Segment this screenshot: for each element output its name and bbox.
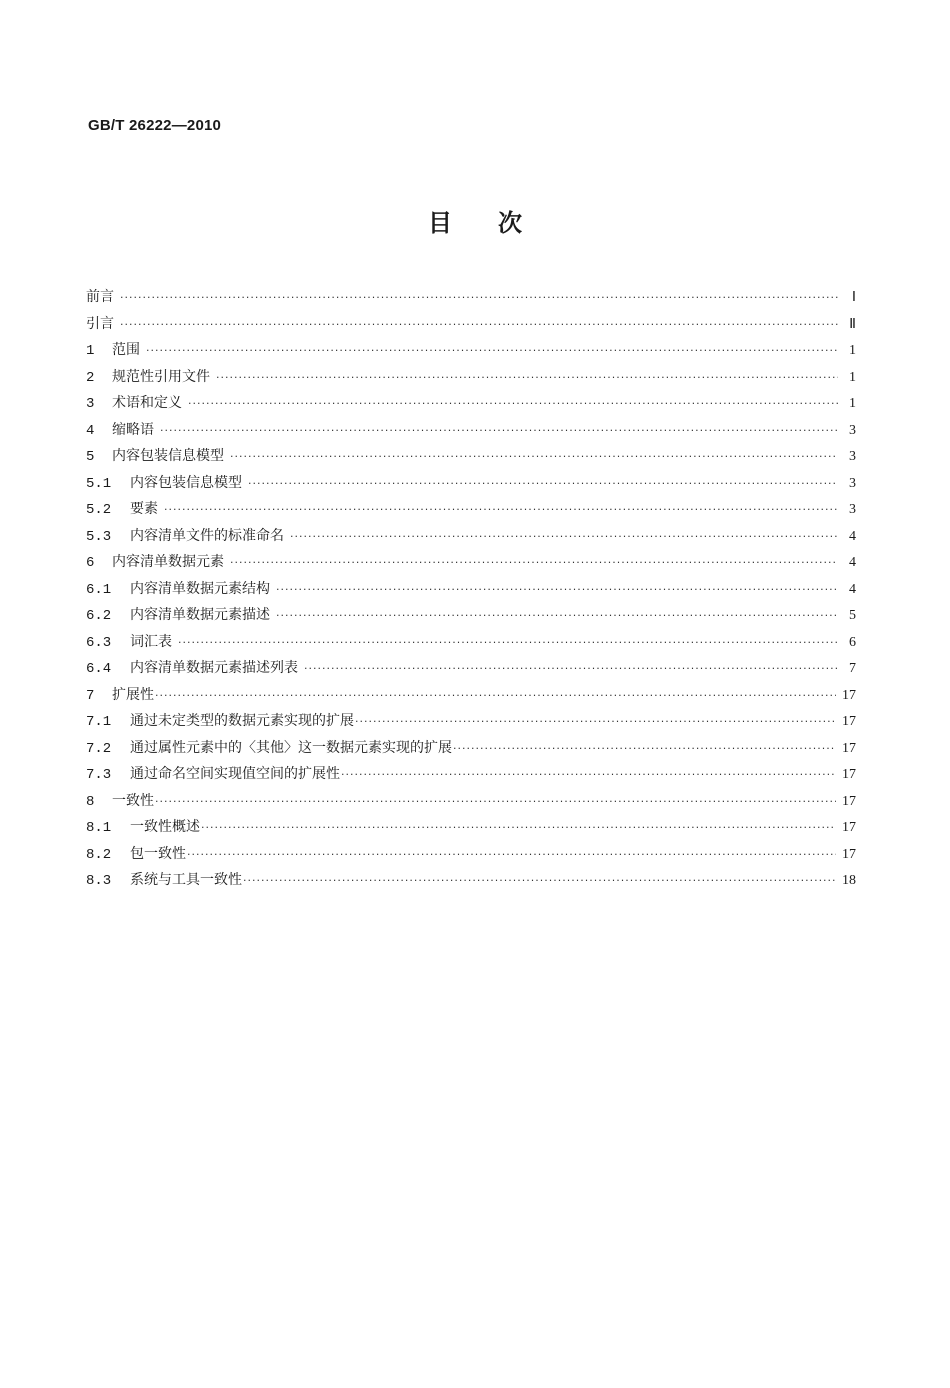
toc-entry-page-number: 1	[849, 396, 856, 411]
toc-entry[interactable]	[86, 710, 856, 737]
toc-entry-number: 5.3	[86, 528, 112, 545]
toc-entry-page-number: 3	[849, 502, 856, 517]
toc-entry[interactable]	[86, 366, 856, 393]
toc-entry-label: 内容包装信息模型	[130, 474, 242, 491]
toc-entry-number: 6.2	[86, 608, 112, 624]
toc-entry-label: 内容清单文件的标准命名	[130, 527, 284, 544]
toc-entry-label: 内容包装信息模型	[112, 448, 224, 464]
toc-entry[interactable]	[86, 498, 856, 525]
toc-entry-label: 术语和定义	[112, 395, 182, 411]
toc-entry-page-number: 17	[842, 820, 856, 835]
toc-dot-leader	[276, 583, 838, 596]
toc-entry-label: 系统与工具一致性	[130, 872, 242, 888]
toc-entry-label: 内容清单数据元素描述列表	[130, 660, 298, 676]
toc-entry-page-number: 4	[849, 581, 856, 597]
toc-dot-leader	[341, 768, 836, 781]
toc-entry-number: 8	[86, 793, 95, 810]
toc-entry[interactable]	[86, 472, 856, 499]
toc-dot-leader	[187, 848, 836, 861]
toc-entry-page-number: 17	[842, 846, 856, 862]
toc-entry-page-number: 17	[842, 740, 856, 756]
toc-entry-label: 要素	[130, 501, 158, 517]
toc-dot-leader	[453, 742, 836, 755]
toc-entry-number: 5.1	[86, 475, 112, 492]
standard-number: GB/T 26222—2010	[88, 117, 222, 134]
toc-entry-label: 通过属性元素中的〈其他〉这一数据元素实现的扩展	[130, 739, 452, 756]
toc-dot-leader	[120, 318, 838, 331]
toc-entry-label: 内容清单数据元素结构	[130, 580, 270, 597]
toc-entry-label: 词汇表	[130, 633, 172, 650]
toc-entry-page-number: 6	[849, 634, 856, 650]
toc-entry-page-number: 17	[842, 767, 856, 782]
toc-entry[interactable]	[86, 392, 856, 419]
toc-dot-leader	[164, 503, 838, 516]
toc-entry[interactable]	[86, 604, 856, 631]
toc-dot-leader	[230, 556, 838, 569]
toc-entry-page-number: 4	[849, 528, 856, 544]
toc-entry-number: 7.2	[86, 740, 112, 757]
toc-entry-number: 7	[86, 687, 95, 704]
toc-entry[interactable]	[86, 790, 856, 817]
toc-dot-leader	[188, 397, 838, 410]
toc-entry[interactable]	[86, 445, 856, 472]
toc-entry-label: 一致性	[112, 792, 154, 809]
toc-dot-leader	[201, 821, 836, 834]
toc-entry[interactable]	[86, 525, 856, 552]
toc-entry-label: 规范性引用文件	[112, 368, 210, 385]
toc-dot-leader	[155, 795, 836, 808]
toc-entry-number: 4	[86, 422, 95, 439]
toc-entry-label: 通过命名空间实现值空间的扩展性	[130, 766, 340, 782]
toc-entry-number: 6.1	[86, 581, 112, 598]
toc-entry-label: 包一致性	[130, 845, 186, 862]
toc-entry-page-number: 17	[842, 687, 856, 703]
toc-entry-label: 引言	[86, 315, 114, 332]
toc-entry[interactable]	[86, 843, 856, 870]
toc-entry-label: 一致性概述	[130, 819, 200, 835]
toc-entry-page-number: 17	[842, 793, 856, 809]
toc-entry[interactable]	[86, 684, 856, 711]
toc-dot-leader	[160, 424, 838, 437]
toc-dot-leader	[248, 477, 838, 490]
toc-entry[interactable]	[86, 631, 856, 658]
toc-entry-page-number: 3	[849, 422, 856, 438]
toc-entry[interactable]	[86, 816, 856, 843]
toc-entry-page-number: Ⅱ	[849, 316, 856, 332]
toc-entry[interactable]	[86, 551, 856, 578]
toc-dot-leader	[155, 689, 836, 702]
toc-entry-page-number: 5	[849, 608, 856, 623]
toc-entry-number: 8.3	[86, 873, 112, 889]
toc-entry-page-number: 1	[849, 343, 856, 358]
toc-entry[interactable]	[86, 737, 856, 764]
toc-entry-label: 扩展性	[112, 686, 154, 703]
table-of-contents	[86, 286, 856, 896]
toc-entry-label: 通过未定类型的数据元素实现的扩展	[130, 713, 354, 729]
toc-dot-leader	[120, 291, 838, 304]
toc-entry-page-number: 3	[849, 475, 856, 491]
toc-entry-number: 8.1	[86, 820, 112, 836]
toc-dot-leader	[276, 609, 838, 622]
toc-entry-page-number: 3	[849, 449, 856, 464]
toc-entry-label: 范围	[112, 342, 140, 358]
toc-dot-leader	[290, 530, 838, 543]
toc-dot-leader	[216, 371, 838, 384]
toc-entry-number: 6	[86, 555, 95, 571]
toc-entry-label: 缩略语	[112, 421, 154, 438]
toc-dot-leader	[230, 450, 838, 463]
toc-entry-number: 2	[86, 369, 95, 386]
toc-entry[interactable]	[86, 869, 856, 896]
toc-entry-label: 内容清单数据元素	[112, 554, 224, 570]
toc-entry-label: 前言	[86, 289, 114, 305]
toc-entry-page-number: 1	[849, 369, 856, 385]
toc-entry-number: 5	[86, 449, 95, 465]
toc-entry-page-number: 17	[842, 714, 856, 729]
toc-entry[interactable]	[86, 578, 856, 605]
toc-entry-number: 5.2	[86, 502, 112, 518]
toc-entry[interactable]	[86, 657, 856, 684]
toc-entry-page-number: 4	[849, 555, 856, 570]
toc-entry-number: 6.4	[86, 661, 112, 677]
toc-entry-page-number: 18	[842, 873, 856, 888]
toc-dot-leader	[178, 636, 838, 649]
toc-entry[interactable]	[86, 419, 856, 446]
toc-entry-number: 6.3	[86, 634, 112, 651]
toc-entry-number: 8.2	[86, 846, 112, 863]
toc-entry-number: 7.3	[86, 767, 112, 783]
toc-entry-page-number: Ⅰ	[851, 290, 856, 305]
toc-entry-number: 1	[86, 343, 95, 359]
toc-dot-leader	[355, 715, 836, 728]
toc-entry[interactable]	[86, 286, 856, 313]
toc-entry[interactable]	[86, 763, 856, 790]
toc-dot-leader	[146, 344, 838, 357]
toc-entry[interactable]	[86, 339, 856, 366]
toc-entry-page-number: 7	[849, 661, 856, 676]
toc-entry[interactable]	[86, 313, 856, 340]
toc-dot-leader	[243, 874, 836, 887]
toc-entry-number: 7.1	[86, 714, 112, 730]
toc-entry-label: 内容清单数据元素描述	[130, 607, 270, 623]
toc-entry-number: 3	[86, 396, 95, 412]
page-title: 目次	[428, 209, 568, 237]
toc-dot-leader	[304, 662, 838, 675]
